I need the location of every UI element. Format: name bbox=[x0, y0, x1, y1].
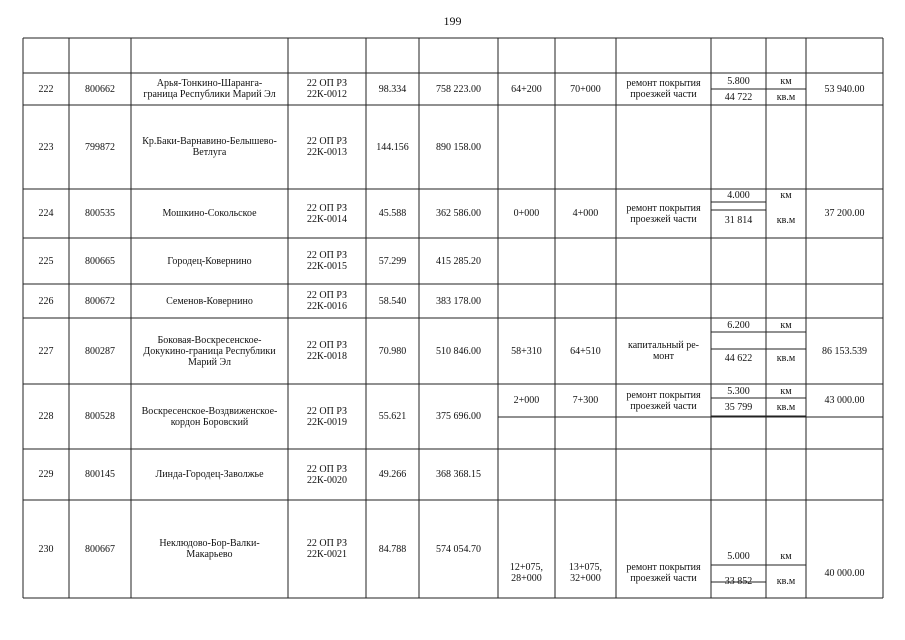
section-end: 4+000 bbox=[572, 208, 599, 219]
road-name: Арья-Тонкино-Шаранга- граница Республики Марий Эл bbox=[143, 78, 276, 100]
road-code: 800535 bbox=[85, 208, 115, 219]
road-code: 800667 bbox=[85, 543, 115, 555]
road-name: Линда-Городец-Заволжье bbox=[155, 469, 264, 480]
road-length: 57.299 bbox=[378, 255, 407, 267]
length-km-value: 5.800 bbox=[727, 75, 750, 87]
work-type: ремонт покрытия проезжей части bbox=[626, 562, 701, 584]
funding-amount: 53 940.00 bbox=[824, 83, 865, 95]
road-length: 70.980 bbox=[378, 345, 407, 357]
length-km-unit: км bbox=[780, 385, 792, 397]
section-start: 64+200 bbox=[511, 83, 542, 95]
road-reg-number: 22 ОП РЗ 22К-0018 bbox=[306, 340, 348, 362]
section-start: 2+000 bbox=[513, 395, 540, 406]
road-code: 800662 bbox=[85, 83, 115, 95]
road-name: Семенов-Ковернино bbox=[166, 295, 253, 307]
section-end: 64+510 bbox=[570, 345, 601, 357]
road-cost: 368 368.15 bbox=[436, 469, 481, 480]
road-name: Мошкино-Сокольское bbox=[162, 208, 257, 219]
road-cost: 362 586.00 bbox=[436, 208, 481, 219]
length-km-unit: км bbox=[780, 75, 792, 87]
area-unit: кв.м bbox=[776, 576, 796, 587]
road-length: 84.788 bbox=[378, 543, 407, 555]
road-cost: 510 846.00 bbox=[436, 345, 481, 357]
road-cost: 375 696.00 bbox=[436, 411, 481, 422]
area-value: 44 622 bbox=[724, 352, 753, 364]
page-number: 199 bbox=[443, 14, 462, 28]
road-cost: 415 285.20 bbox=[436, 255, 481, 267]
row-number: 225 bbox=[38, 255, 54, 267]
road-code: 799872 bbox=[85, 141, 115, 153]
road-length: 58.540 bbox=[378, 295, 407, 307]
length-km-unit: км bbox=[780, 551, 792, 562]
road-length: 49.266 bbox=[378, 469, 407, 480]
area-value: 44 722 bbox=[724, 91, 753, 103]
section-end: 70+000 bbox=[570, 83, 601, 95]
road-code: 800287 bbox=[85, 345, 115, 357]
funding-amount: 40 000.00 bbox=[824, 567, 865, 579]
work-type: ремонт покрытия проезжей части bbox=[626, 389, 701, 412]
road-reg-number: 22 ОП РЗ 22К-0014 bbox=[306, 202, 348, 225]
length-km-value: 6.200 bbox=[727, 319, 750, 331]
length-km-unit: км bbox=[780, 319, 792, 331]
row-number: 229 bbox=[38, 469, 54, 480]
road-name: Боковая-Воскресенское- Докукино-граница Республики Марий Эл bbox=[143, 334, 276, 368]
road-reg-number: 22 ОП РЗ 22К-0015 bbox=[306, 250, 348, 272]
area-unit: кв.м bbox=[776, 91, 796, 103]
road-reg-number: 22 ОП РЗ 22К-0012 bbox=[306, 78, 348, 100]
road-cost: 574 054.70 bbox=[436, 543, 481, 555]
row-number: 227 bbox=[38, 345, 54, 357]
road-cost: 758 223.00 bbox=[436, 83, 481, 95]
road-reg-number: 22 ОП РЗ 22К-0016 bbox=[306, 290, 348, 312]
row-number: 230 bbox=[38, 543, 54, 555]
funding-amount: 37 200.00 bbox=[824, 208, 865, 219]
road-reg-number: 22 ОП РЗ 22К-0020 bbox=[306, 463, 348, 486]
work-type: ремонт покрытия проезжей части bbox=[626, 202, 701, 225]
length-km-value: 5.000 bbox=[727, 551, 750, 562]
section-start: 0+000 bbox=[513, 208, 540, 219]
section-end: 13+075, 32+000 bbox=[568, 562, 603, 584]
length-km-value: 4.000 bbox=[727, 190, 750, 201]
road-reg-number: 22 ОП РЗ 22К-0019 bbox=[306, 405, 348, 428]
work-type: капитальный ре- монт bbox=[628, 340, 699, 362]
row-number: 228 bbox=[38, 411, 54, 422]
road-name: Воскресенское-Воздвиженское- кордон Боровский bbox=[141, 405, 278, 428]
row-number: 224 bbox=[38, 208, 54, 219]
road-code: 800665 bbox=[85, 255, 115, 267]
row-number: 222 bbox=[38, 83, 54, 95]
funding-amount: 43 000.00 bbox=[824, 395, 865, 406]
road-length: 98.334 bbox=[378, 83, 407, 95]
road-reg-number: 22 ОП РЗ 22К-0013 bbox=[306, 136, 348, 158]
road-name: Неклюдово-Бор-Валки- Макарьево bbox=[159, 538, 260, 560]
road-cost: 383 178.00 bbox=[436, 295, 481, 307]
row-number: 226 bbox=[38, 295, 54, 307]
road-code: 800528 bbox=[85, 411, 115, 422]
road-code: 800672 bbox=[85, 295, 115, 307]
row-number: 223 bbox=[38, 141, 54, 153]
area-value: 33 852 bbox=[724, 576, 753, 587]
road-name: Городец-Ковернино bbox=[167, 255, 252, 267]
area-unit: кв.м bbox=[776, 401, 796, 413]
road-cost: 890 158.00 bbox=[436, 141, 481, 153]
section-start: 12+075, 28+000 bbox=[509, 562, 544, 584]
road-length: 144.156 bbox=[376, 141, 409, 153]
section-end: 7+300 bbox=[572, 395, 599, 406]
area-value: 31 814 bbox=[724, 214, 753, 226]
road-reg-number: 22 ОП РЗ 22К-0021 bbox=[306, 538, 348, 560]
road-length: 55.621 bbox=[378, 411, 407, 422]
area-unit: кв.м bbox=[776, 214, 796, 226]
section-start: 58+310 bbox=[511, 345, 542, 357]
funding-amount: 86 153.539 bbox=[822, 345, 867, 357]
length-km-value: 5.300 bbox=[727, 385, 750, 397]
road-name: Кр.Баки-Варнавино-Белышево- Ветлуга bbox=[142, 136, 277, 158]
area-value: 35 799 bbox=[724, 401, 753, 413]
area-unit: кв.м bbox=[776, 352, 796, 364]
road-code: 800145 bbox=[85, 469, 115, 480]
work-type: ремонт покрытия проезжей части bbox=[626, 78, 701, 100]
road-length: 45.588 bbox=[378, 208, 407, 219]
length-km-unit: км bbox=[780, 190, 792, 201]
